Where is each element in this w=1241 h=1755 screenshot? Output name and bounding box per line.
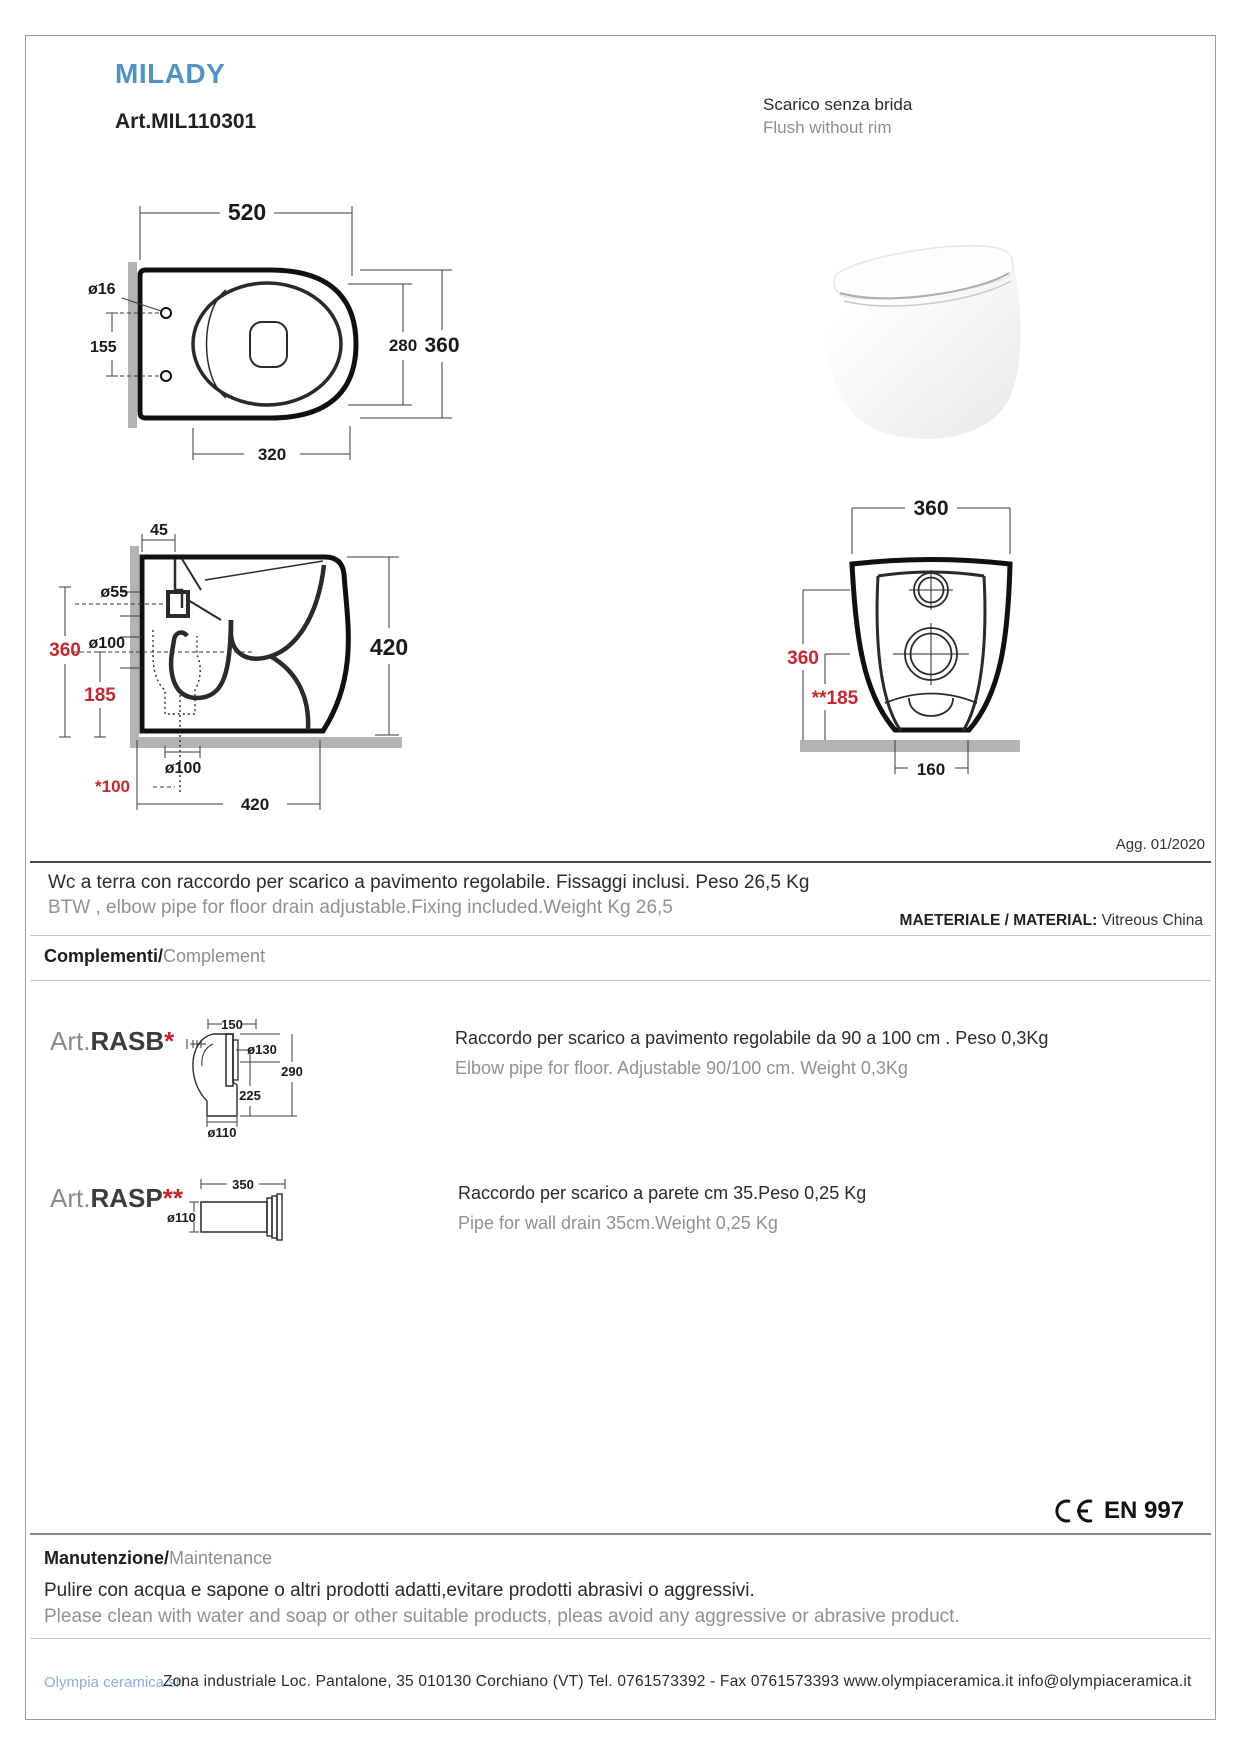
- dim-total-width: 360: [424, 334, 460, 357]
- dim-rasp-pipe: ø110: [167, 1210, 196, 1225]
- dim-height: 420: [369, 634, 409, 660]
- pipe-ring-3: [277, 1194, 282, 1240]
- bowl-outline: [140, 270, 356, 418]
- ce-mark-icon: [1052, 1498, 1096, 1524]
- ce-standard: EN 997: [1104, 1497, 1185, 1524]
- wall-strip: [128, 262, 137, 428]
- maintenance-heading-sep: /: [164, 1548, 170, 1568]
- footer-company: Olympia ceramica srl: [44, 1674, 185, 1691]
- dim-offset-red: *100: [95, 777, 130, 796]
- dim-rasb-height: 290: [281, 1064, 303, 1079]
- dim-tank-width: 45: [150, 522, 168, 539]
- dim-height-red: 360: [49, 640, 81, 661]
- rasb-mark: *: [164, 1026, 175, 1056]
- top-view-drawing: [60, 180, 470, 480]
- flush-note-en: Flush without rim: [763, 118, 892, 137]
- dim-drain-height-red: 185: [84, 685, 116, 706]
- rasp-desc-it: Raccordo per scarico a parete cm 35.Peso 0,25 Kg: [458, 1183, 867, 1203]
- flush-note: [763, 95, 912, 138]
- rasp-drawing: [162, 1168, 325, 1268]
- rasp-article: [50, 1183, 183, 1214]
- rasp-mark: **: [162, 1183, 183, 1213]
- footer-address: Zona industriale Loc. Pantalone, 35 010130 Corchiano (VT) Tel. 0761573392 - Fax 0761573393 www.olympiaceramica.it info@olympiaceramica.it: [163, 1673, 1192, 1690]
- page-title: MILADY: [115, 58, 226, 89]
- maintenance-heading-it: Manutenzione: [44, 1548, 164, 1568]
- elbow-body: [193, 1034, 237, 1116]
- complement-heading-sep: /: [158, 946, 164, 966]
- floor-strip: [130, 737, 402, 748]
- dim-rear-height-red: 360: [787, 648, 819, 669]
- maintenance-heading-en: Maintenance: [169, 1548, 273, 1568]
- elbow-flange: [226, 1034, 233, 1086]
- complement-heading-it: Complementi: [44, 946, 159, 966]
- material-row: [900, 912, 1203, 930]
- rear-view-drawing: [765, 478, 1055, 788]
- dim-depth: 420: [240, 795, 270, 814]
- rasb-desc-en: Elbow pipe for floor. Adjustable 90/100 cm. Weight 0,3Kg: [455, 1058, 908, 1078]
- dim-rasb-mid: 225: [239, 1088, 261, 1103]
- floor-strip: [800, 740, 1020, 752]
- dim-rear-base: 160: [916, 760, 946, 779]
- pipe-ring-2: [272, 1196, 277, 1238]
- dim-inner-width: 280: [388, 336, 418, 355]
- dim-drain-dia: ø100: [88, 635, 125, 652]
- divider-maintenance: [30, 1533, 1211, 1535]
- side-view-drawing: [25, 440, 435, 815]
- maintenance-heading: [44, 1548, 272, 1569]
- divider-footer: [30, 1638, 1211, 1639]
- dim-rasp-length: 350: [232, 1177, 254, 1192]
- material-label: MAETERIALE / MATERIAL:: [899, 912, 1098, 929]
- rasb-art-prefix: Art.: [50, 1026, 91, 1056]
- rasb-article: [50, 1026, 174, 1057]
- maintenance-en: Please clean with water and soap or other suitable products, pleas avoid any aggressive or abrasive product.: [44, 1606, 960, 1627]
- rasp-code: RASP: [90, 1183, 163, 1213]
- dim-top-width: 520: [227, 199, 267, 225]
- dim-front-depth: 320: [257, 445, 287, 464]
- divider-description: [30, 861, 1211, 863]
- rasb-desc-it: Raccordo per scarico a pavimento regolabile da 90 a 100 cm . Peso 0,3Kg: [455, 1028, 1049, 1048]
- dim-hole-gap: 155: [90, 339, 117, 356]
- product-photo: [810, 215, 1025, 445]
- material-value: Vitreous China: [1101, 912, 1203, 929]
- dim-rasb-pipe: ø110: [207, 1125, 237, 1140]
- bolt-hole-bottom: [161, 371, 171, 381]
- flush-note-it: Scarico senza brida: [763, 95, 913, 114]
- dim-drain-bottom-dia: ø100: [164, 760, 202, 777]
- rasp-art-prefix: Art.: [50, 1183, 91, 1213]
- description-it: Wc a terra con raccordo per scarico a pavimento regolabile. Fissaggi inclusi. Peso 26,5 Kg: [48, 872, 810, 893]
- rasb-drawing: [180, 1010, 340, 1140]
- dim-hole-dia: ø16: [88, 281, 116, 298]
- complement-heading-en: Complement: [163, 946, 266, 966]
- dim-rasb-top: 150: [221, 1017, 243, 1032]
- dim-inlet-dia: ø55: [100, 584, 128, 601]
- bolt-hole-top: [161, 308, 171, 318]
- wall-strip: [130, 546, 139, 742]
- pipe-body: [201, 1202, 267, 1232]
- rasb-code: RASB: [90, 1026, 165, 1056]
- maintenance-it: Pulire con acqua e sapone o altri prodotti adatti,evitare prodotti abrasivi o aggressivi.: [44, 1580, 755, 1601]
- revision-date: Agg. 01/2020: [1115, 836, 1205, 853]
- dim-rasb-flange: ø130: [247, 1042, 277, 1057]
- article-number: Art.MIL110301: [115, 110, 257, 133]
- divider-complement-top: [30, 935, 1211, 936]
- divider-complement-bottom: [30, 980, 1211, 981]
- rasp-desc-en: Pipe for wall drain 35cm.Weight 0,25 Kg: [458, 1213, 778, 1233]
- complement-heading: [44, 946, 265, 967]
- description-en: BTW , elbow pipe for floor drain adjustable.Fixing included.Weight Kg 26,5: [48, 897, 673, 918]
- dim-rear-drain-height-red: **185: [811, 688, 859, 709]
- dim-rear-width: 360: [913, 497, 949, 520]
